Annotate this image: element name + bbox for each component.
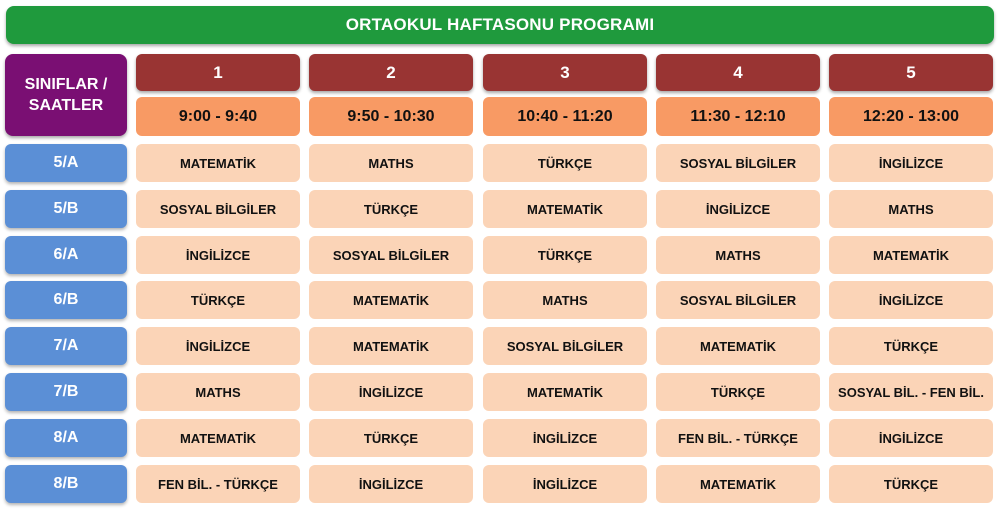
period-number-header: 2	[309, 54, 473, 91]
subject-cell: MATHS	[483, 281, 647, 319]
classes-hours-header: SINIFLAR / SAATLER	[5, 54, 127, 136]
subject-cell: İNGİLİZCE	[829, 419, 993, 457]
subject-cell: MATEMATİK	[656, 327, 820, 365]
subject-cell: MATEMATİK	[656, 465, 820, 503]
period-number-header: 1	[136, 54, 300, 91]
period-time-header: 12:20 - 13:00	[829, 97, 993, 136]
page-title: ORTAOKUL HAFTASONU PROGRAMI	[6, 6, 994, 44]
subject-cell: MATEMATİK	[483, 373, 647, 411]
class-label: 8/A	[5, 419, 127, 457]
subject-cell: MATHS	[829, 190, 993, 228]
period-time-header: 9:00 - 9:40	[136, 97, 300, 136]
subject-cell: SOSYAL BİL. - FEN BİL.	[829, 373, 993, 411]
subject-cell: SOSYAL BİLGİLER	[656, 144, 820, 182]
subject-cell: TÜRKÇE	[829, 327, 993, 365]
subject-cell: İNGİLİZCE	[136, 327, 300, 365]
period-number-header: 3	[483, 54, 647, 91]
subject-cell: İNGİLİZCE	[656, 190, 820, 228]
subject-cell: TÜRKÇE	[483, 144, 647, 182]
period-time-header: 9:50 - 10:30	[309, 97, 473, 136]
subject-cell: İNGİLİZCE	[309, 373, 473, 411]
subject-cell: MATEMATİK	[136, 419, 300, 457]
subject-cell: SOSYAL BİLGİLER	[309, 236, 473, 274]
subject-cell: SOSYAL BİLGİLER	[136, 190, 300, 228]
class-label: 7/A	[5, 327, 127, 365]
class-label: 8/B	[5, 465, 127, 503]
subject-cell: FEN BİL. - TÜRKÇE	[136, 465, 300, 503]
subject-cell: MATHS	[309, 144, 473, 182]
subject-cell: İNGİLİZCE	[829, 281, 993, 319]
subject-cell: MATEMATİK	[483, 190, 647, 228]
class-label: 7/B	[5, 373, 127, 411]
subject-cell: TÜRKÇE	[309, 190, 473, 228]
class-label: 5/A	[5, 144, 127, 182]
subject-cell: TÜRKÇE	[656, 373, 820, 411]
subject-cell: İNGİLİZCE	[829, 144, 993, 182]
subject-cell: TÜRKÇE	[483, 236, 647, 274]
subject-cell: MATEMATİK	[829, 236, 993, 274]
class-label: 6/A	[5, 236, 127, 274]
subject-cell: TÜRKÇE	[309, 419, 473, 457]
subject-cell: MATEMATİK	[136, 144, 300, 182]
subject-cell: TÜRKÇE	[829, 465, 993, 503]
period-time-header: 10:40 - 11:20	[483, 97, 647, 136]
period-number-header: 4	[656, 54, 820, 91]
subject-cell: MATEMATİK	[309, 281, 473, 319]
subject-cell: SOSYAL BİLGİLER	[483, 327, 647, 365]
subject-cell: MATEMATİK	[309, 327, 473, 365]
class-label: 6/B	[5, 281, 127, 319]
period-number-header: 5	[829, 54, 993, 91]
period-time-header: 11:30 - 12:10	[656, 97, 820, 136]
subject-cell: SOSYAL BİLGİLER	[656, 281, 820, 319]
subject-cell: FEN BİL. - TÜRKÇE	[656, 419, 820, 457]
subject-cell: MATHS	[656, 236, 820, 274]
subject-cell: İNGİLİZCE	[136, 236, 300, 274]
subject-cell: TÜRKÇE	[136, 281, 300, 319]
subject-cell: İNGİLİZCE	[483, 419, 647, 457]
subject-cell: MATHS	[136, 373, 300, 411]
subject-cell: İNGİLİZCE	[483, 465, 647, 503]
subject-cell: İNGİLİZCE	[309, 465, 473, 503]
class-label: 5/B	[5, 190, 127, 228]
